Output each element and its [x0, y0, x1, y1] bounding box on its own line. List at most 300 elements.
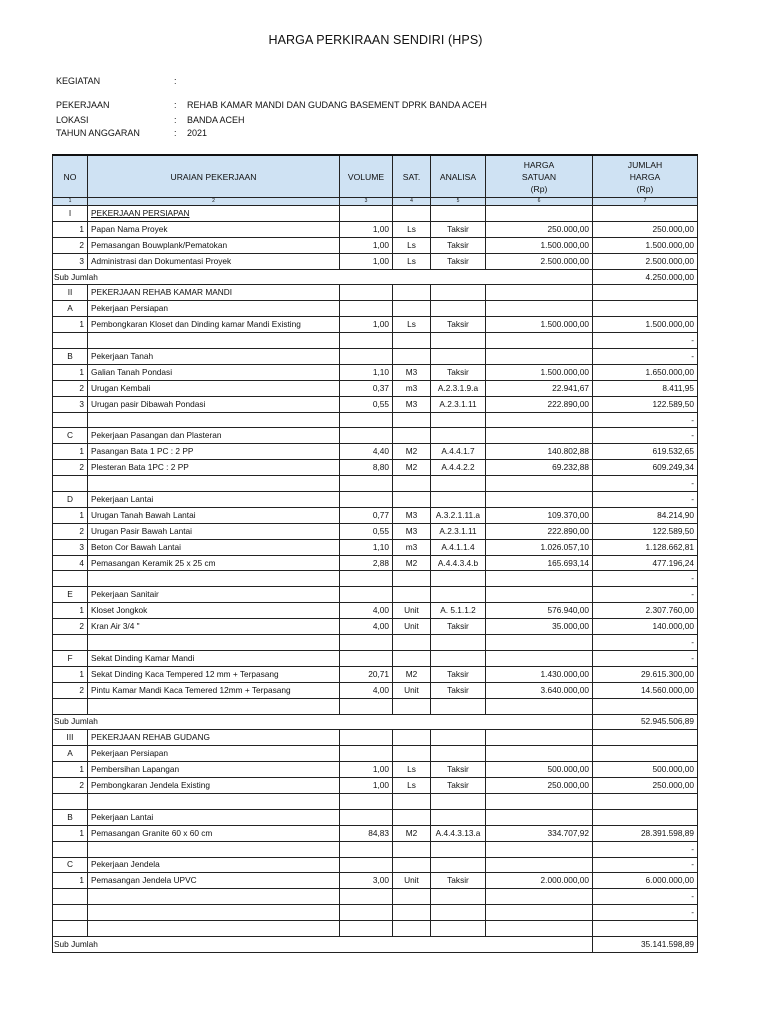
- cell-volume: [340, 349, 393, 365]
- cell-no: 1: [53, 666, 88, 682]
- header-no: NO: [53, 155, 88, 198]
- cell-uraian: Plesteran Bata 1PC : 2 PP: [88, 460, 340, 476]
- cell-jumlah-harga: -: [593, 476, 698, 492]
- cell-sat: [393, 476, 431, 492]
- cell-jumlah-harga: 6.000.000,00: [593, 873, 698, 889]
- table-row: [53, 396, 698, 412]
- cell-harga-satuan: [486, 587, 593, 603]
- cell-no: A: [53, 746, 88, 762]
- cell-jumlah-harga: -: [593, 889, 698, 905]
- cell-jumlah-harga: [593, 746, 698, 762]
- table-row: [53, 793, 698, 809]
- cell-jumlah-harga: [593, 301, 698, 317]
- header-row: [53, 155, 698, 198]
- section-row: [53, 809, 698, 825]
- cell-sat: M2: [393, 666, 431, 682]
- cell-uraian: Urugan pasir Dibawah Pondasi: [88, 396, 340, 412]
- document-title: HARGA PERKIRAAN SENDIRI (HPS): [268, 33, 483, 47]
- cell-sat: [393, 206, 431, 222]
- cell-sat: [393, 809, 431, 825]
- cell-no: B: [53, 349, 88, 365]
- cell-jumlah-harga: -: [593, 349, 698, 365]
- cell-volume: [340, 333, 393, 349]
- cell-sat: Unit: [393, 682, 431, 698]
- cell-uraian: Pintu Kamar Mandi Kaca Temered 12mm + Terpasang: [88, 682, 340, 698]
- column-number: 5: [431, 198, 486, 206]
- cell-no: 3: [53, 396, 88, 412]
- cell-analisa: [431, 746, 486, 762]
- cell-analisa: [431, 412, 486, 428]
- cell-jumlah-harga: [593, 285, 698, 301]
- table-row: [53, 889, 698, 905]
- cell-sat: m3: [393, 539, 431, 555]
- subtotal-value: 4.250.000,00: [593, 269, 698, 285]
- cell-uraian: Sekat Dinding Kamar Mandi: [88, 650, 340, 666]
- cell-uraian: Kran Air 3/4 ": [88, 619, 340, 635]
- table-row: [53, 523, 698, 539]
- table-row: [53, 921, 698, 937]
- cell-uraian: [88, 476, 340, 492]
- cell-uraian: [88, 793, 340, 809]
- cell-jumlah-harga: 1.650.000,00: [593, 364, 698, 380]
- cell-harga-satuan: 140.802,88: [486, 444, 593, 460]
- cell-jumlah-harga: [593, 809, 698, 825]
- cell-analisa: Taksir: [431, 666, 486, 682]
- subtotal-row: [53, 714, 698, 730]
- cell-analisa: [431, 921, 486, 937]
- cell-analisa: Taksir: [431, 682, 486, 698]
- cell-harga-satuan: [486, 492, 593, 508]
- cell-volume: 3,00: [340, 873, 393, 889]
- cell-volume: 4,00: [340, 603, 393, 619]
- cell-no: 2: [53, 380, 88, 396]
- header-sat: SAT.: [393, 155, 431, 198]
- cell-no: A: [53, 301, 88, 317]
- table-body: [53, 206, 698, 953]
- cell-jumlah-harga: 250.000,00: [593, 778, 698, 794]
- cell-jumlah-harga: -: [593, 587, 698, 603]
- cell-harga-satuan: [486, 905, 593, 921]
- cell-harga-satuan: [486, 285, 593, 301]
- column-number-row: [53, 198, 698, 206]
- cell-no: [53, 698, 88, 714]
- cell-uraian: Pemasangan Bouwplank/Pematokan: [88, 237, 340, 253]
- subtotal-value: 52.945.506,89: [593, 714, 698, 730]
- cell-sat: [393, 905, 431, 921]
- cell-no: 2: [53, 460, 88, 476]
- cell-sat: [393, 587, 431, 603]
- cell-jumlah-harga: 1.500.000,00: [593, 317, 698, 333]
- cell-harga-satuan: 334.707,92: [486, 825, 593, 841]
- meta-value: BANDA ACEH: [187, 115, 245, 125]
- cell-no: D: [53, 492, 88, 508]
- cell-analisa: A.2.3.1.9.a: [431, 380, 486, 396]
- cell-volume: 1,00: [340, 778, 393, 794]
- cell-uraian: Pemasangan Jendela UPVC: [88, 873, 340, 889]
- cell-sat: Ls: [393, 221, 431, 237]
- cell-jumlah-harga: [593, 730, 698, 746]
- cell-volume: 4,00: [340, 619, 393, 635]
- cell-volume: [340, 857, 393, 873]
- section-row: [53, 285, 698, 301]
- cell-no: 1: [53, 825, 88, 841]
- cell-sat: m3: [393, 380, 431, 396]
- cell-no: [53, 333, 88, 349]
- cell-analisa: [431, 301, 486, 317]
- cell-uraian: Pekerjaan Pasangan dan Plasteran: [88, 428, 340, 444]
- cell-jumlah-harga: 250.000,00: [593, 221, 698, 237]
- cell-volume: 0,55: [340, 523, 393, 539]
- cell-uraian: Pekerjaan Persiapan: [88, 746, 340, 762]
- cell-analisa: Taksir: [431, 762, 486, 778]
- cell-analisa: Taksir: [431, 253, 486, 269]
- cell-sat: [393, 698, 431, 714]
- cell-analisa: A. 5.1.1.2: [431, 603, 486, 619]
- cell-harga-satuan: [486, 793, 593, 809]
- cell-volume: [340, 841, 393, 857]
- cell-analisa: A.4.4.2.2: [431, 460, 486, 476]
- subtotal-label: Sub Jumlah: [53, 714, 593, 730]
- cell-analisa: [431, 206, 486, 222]
- cell-volume: [340, 698, 393, 714]
- cell-uraian: Kloset Jongkok: [88, 603, 340, 619]
- cell-no: [53, 841, 88, 857]
- section-row: [53, 650, 698, 666]
- subtotal-row: [53, 269, 698, 285]
- cell-sat: Ls: [393, 762, 431, 778]
- header-jumlah-harga-line: (Rp): [636, 183, 654, 194]
- cell-uraian: Pekerjaan Lantai: [88, 492, 340, 508]
- cell-uraian: Pembongkaran Kloset dan Dinding kamar Mandi Existing: [88, 317, 340, 333]
- cell-analisa: [431, 905, 486, 921]
- cell-sat: Ls: [393, 778, 431, 794]
- cell-jumlah-harga: [593, 793, 698, 809]
- subtotal-label: Sub Jumlah: [53, 936, 593, 952]
- cell-analisa: [431, 698, 486, 714]
- cell-sat: [393, 492, 431, 508]
- cell-no: 1: [53, 364, 88, 380]
- cell-uraian: [88, 921, 340, 937]
- cell-sat: [393, 841, 431, 857]
- cell-sat: [393, 730, 431, 746]
- cell-harga-satuan: [486, 476, 593, 492]
- cell-uraian: [88, 841, 340, 857]
- cell-no: 1: [53, 221, 88, 237]
- cell-volume: [340, 301, 393, 317]
- cell-harga-satuan: 500.000,00: [486, 762, 593, 778]
- header-harga-satuan: [486, 155, 593, 198]
- cell-analisa: [431, 492, 486, 508]
- table-row: [53, 476, 698, 492]
- cell-harga-satuan: 1.500.000,00: [486, 364, 593, 380]
- cell-analisa: Taksir: [431, 221, 486, 237]
- header-harga-satuan-line: (Rp): [530, 183, 548, 194]
- cell-sat: M3: [393, 396, 431, 412]
- cell-analisa: [431, 889, 486, 905]
- meta-value: REHAB KAMAR MANDI DAN GUDANG BASEMENT DPRK BANDA ACEH: [187, 100, 487, 110]
- cell-jumlah-harga: -: [593, 650, 698, 666]
- cell-uraian: PEKERJAAN PERSIAPAN: [88, 206, 340, 222]
- cell-analisa: [431, 809, 486, 825]
- table-row: [53, 412, 698, 428]
- cell-volume: [340, 650, 393, 666]
- cell-no: [53, 476, 88, 492]
- cell-jumlah-harga: 8.411,95: [593, 380, 698, 396]
- cell-harga-satuan: [486, 841, 593, 857]
- cell-uraian: [88, 905, 340, 921]
- cell-jumlah-harga: 1.500.000,00: [593, 237, 698, 253]
- header-jumlah-harga: [593, 155, 698, 198]
- meta-colon: :: [174, 76, 177, 86]
- section-row: [53, 746, 698, 762]
- cell-uraian: Pekerjaan Tanah: [88, 349, 340, 365]
- cell-volume: 2,88: [340, 555, 393, 571]
- cell-analisa: Taksir: [431, 237, 486, 253]
- cell-jumlah-harga: 477.196,24: [593, 555, 698, 571]
- cell-analisa: [431, 793, 486, 809]
- cell-analisa: A.3.2.1.11.a: [431, 507, 486, 523]
- cell-volume: 84,83: [340, 825, 393, 841]
- column-number: 3: [340, 198, 393, 206]
- cell-analisa: [431, 841, 486, 857]
- cell-sat: [393, 412, 431, 428]
- cell-analisa: A.4.1.1.4: [431, 539, 486, 555]
- cell-jumlah-harga: [593, 698, 698, 714]
- meta-colon: :: [174, 128, 177, 138]
- table-row: [53, 460, 698, 476]
- cell-jumlah-harga: 122.589,50: [593, 396, 698, 412]
- cell-harga-satuan: [486, 349, 593, 365]
- cell-jumlah-harga: [593, 921, 698, 937]
- section-row: [53, 428, 698, 444]
- table-row: [53, 825, 698, 841]
- header-jumlah-harga-line: JUMLAH: [627, 159, 663, 170]
- cell-no: B: [53, 809, 88, 825]
- cell-volume: [340, 921, 393, 937]
- cell-harga-satuan: [486, 428, 593, 444]
- cell-uraian: PEKERJAAN REHAB KAMAR MANDI: [88, 285, 340, 301]
- cell-sat: Unit: [393, 619, 431, 635]
- cell-volume: [340, 730, 393, 746]
- cell-analisa: [431, 428, 486, 444]
- cell-volume: 20,71: [340, 666, 393, 682]
- table-row: [53, 539, 698, 555]
- cell-harga-satuan: 165.693,14: [486, 555, 593, 571]
- cell-uraian: Administrasi dan Dokumentasi Proyek: [88, 253, 340, 269]
- cell-harga-satuan: [486, 889, 593, 905]
- cell-harga-satuan: 1.500.000,00: [486, 237, 593, 253]
- meta-key: KEGIATAN: [56, 76, 101, 86]
- cell-harga-satuan: 1.430.000,00: [486, 666, 593, 682]
- meta-colon: :: [174, 115, 177, 125]
- meta-key: PEKERJAAN: [56, 100, 110, 110]
- cell-sat: [393, 428, 431, 444]
- cell-uraian: Pembersihan Lapangan: [88, 762, 340, 778]
- header-jumlah-harga-line: HARGA: [629, 171, 661, 182]
- cell-uraian: [88, 412, 340, 428]
- cell-volume: [340, 587, 393, 603]
- header-volume: VOLUME: [340, 155, 393, 198]
- cell-uraian: Pemasangan Granite 60 x 60 cm: [88, 825, 340, 841]
- cell-volume: [340, 476, 393, 492]
- cell-no: 3: [53, 253, 88, 269]
- cell-volume: 4,00: [340, 682, 393, 698]
- cell-analisa: Taksir: [431, 619, 486, 635]
- header-analisa: ANALISA: [431, 155, 486, 198]
- meta-colon: :: [174, 100, 177, 110]
- cell-harga-satuan: 3.640.000,00: [486, 682, 593, 698]
- cell-harga-satuan: 222.890,00: [486, 396, 593, 412]
- table-row: [53, 619, 698, 635]
- cell-no: C: [53, 428, 88, 444]
- cell-harga-satuan: [486, 921, 593, 937]
- cell-no: [53, 905, 88, 921]
- cell-uraian: Pekerjaan Jendela: [88, 857, 340, 873]
- cell-volume: [340, 793, 393, 809]
- cell-harga-satuan: 35.000,00: [486, 619, 593, 635]
- cell-harga-satuan: [486, 746, 593, 762]
- cell-volume: [340, 412, 393, 428]
- cell-uraian: Galian Tanah Pondasi: [88, 364, 340, 380]
- cell-harga-satuan: [486, 301, 593, 317]
- meta-value: 2021: [187, 128, 208, 138]
- cell-uraian: Pemasangan Keramik 25 x 25 cm: [88, 555, 340, 571]
- cell-analisa: [431, 476, 486, 492]
- cell-analisa: Taksir: [431, 778, 486, 794]
- table-row: [53, 237, 698, 253]
- hps-table: [52, 154, 698, 953]
- cell-volume: 1,00: [340, 317, 393, 333]
- cell-sat: M3: [393, 507, 431, 523]
- cell-sat: [393, 333, 431, 349]
- cell-no: 2: [53, 237, 88, 253]
- cell-sat: M2: [393, 825, 431, 841]
- cell-uraian: [88, 571, 340, 587]
- table-row: [53, 507, 698, 523]
- column-number: 1: [53, 198, 88, 206]
- cell-jumlah-harga: 609.249,34: [593, 460, 698, 476]
- cell-jumlah-harga: [593, 206, 698, 222]
- column-number: 7: [593, 198, 698, 206]
- header-uraian: URAIAN PEKERJAAN: [88, 155, 340, 198]
- cell-volume: 1,00: [340, 253, 393, 269]
- cell-harga-satuan: [486, 412, 593, 428]
- cell-no: 3: [53, 539, 88, 555]
- cell-analisa: [431, 349, 486, 365]
- cell-analisa: Taksir: [431, 873, 486, 889]
- cell-no: 1: [53, 603, 88, 619]
- table-row: [53, 635, 698, 651]
- cell-harga-satuan: [486, 650, 593, 666]
- cell-sat: [393, 857, 431, 873]
- cell-harga-satuan: 576.940,00: [486, 603, 593, 619]
- cell-harga-satuan: 250.000,00: [486, 778, 593, 794]
- cell-volume: 1,00: [340, 237, 393, 253]
- cell-sat: [393, 889, 431, 905]
- cell-sat: [393, 301, 431, 317]
- cell-uraian: Pasangan Bata 1 PC : 2 PP: [88, 444, 340, 460]
- table-row: [53, 317, 698, 333]
- cell-no: [53, 793, 88, 809]
- cell-no: 2: [53, 619, 88, 635]
- cell-jumlah-harga: 1.128.662,81: [593, 539, 698, 555]
- cell-no: 1: [53, 762, 88, 778]
- cell-sat: M3: [393, 523, 431, 539]
- cell-jumlah-harga: 28.391.598,89: [593, 825, 698, 841]
- cell-sat: [393, 285, 431, 301]
- cell-harga-satuan: [486, 571, 593, 587]
- table-row: [53, 555, 698, 571]
- cell-sat: [393, 650, 431, 666]
- cell-no: [53, 889, 88, 905]
- cell-no: III: [53, 730, 88, 746]
- cell-no: 2: [53, 778, 88, 794]
- cell-harga-satuan: [486, 857, 593, 873]
- cell-jumlah-harga: 14.560.000,00: [593, 682, 698, 698]
- cell-jumlah-harga: -: [593, 492, 698, 508]
- table-row: [53, 380, 698, 396]
- cell-harga-satuan: [486, 809, 593, 825]
- cell-jumlah-harga: -: [593, 428, 698, 444]
- cell-analisa: [431, 285, 486, 301]
- section-row: [53, 730, 698, 746]
- cell-analisa: A.4.4.3.4.b: [431, 555, 486, 571]
- cell-analisa: [431, 730, 486, 746]
- cell-no: [53, 635, 88, 651]
- cell-no: [53, 921, 88, 937]
- cell-no: 1: [53, 317, 88, 333]
- subtotal-value: 35.141.598,89: [593, 936, 698, 952]
- cell-uraian: Pekerjaan Persiapan: [88, 301, 340, 317]
- cell-volume: [340, 571, 393, 587]
- cell-volume: [340, 492, 393, 508]
- cell-jumlah-harga: 619.532,65: [593, 444, 698, 460]
- cell-analisa: A.4.4.3.13.a: [431, 825, 486, 841]
- subtotal-label: Sub Jumlah: [53, 269, 593, 285]
- cell-volume: 1,10: [340, 539, 393, 555]
- cell-no: 1: [53, 873, 88, 889]
- cell-analisa: [431, 650, 486, 666]
- cell-no: 4: [53, 555, 88, 571]
- cell-analisa: Taksir: [431, 364, 486, 380]
- subtotal-row: [53, 936, 698, 952]
- cell-analisa: [431, 857, 486, 873]
- cell-jumlah-harga: 140.000,00: [593, 619, 698, 635]
- header-harga-satuan-line: SATUAN: [521, 171, 557, 182]
- section-row: [53, 206, 698, 222]
- table-row: [53, 698, 698, 714]
- section-row: [53, 301, 698, 317]
- section-row: [53, 587, 698, 603]
- cell-jumlah-harga: -: [593, 412, 698, 428]
- cell-volume: 0,55: [340, 396, 393, 412]
- cell-harga-satuan: [486, 206, 593, 222]
- table-row: [53, 873, 698, 889]
- cell-analisa: [431, 333, 486, 349]
- cell-uraian: [88, 333, 340, 349]
- cell-volume: [340, 428, 393, 444]
- cell-volume: [340, 889, 393, 905]
- cell-sat: [393, 349, 431, 365]
- cell-uraian: Pekerjaan Lantai: [88, 809, 340, 825]
- cell-jumlah-harga: -: [593, 857, 698, 873]
- column-number: 4: [393, 198, 431, 206]
- section-row: [53, 492, 698, 508]
- cell-sat: Ls: [393, 237, 431, 253]
- cell-volume: [340, 285, 393, 301]
- table-row: [53, 778, 698, 794]
- meta-key: TAHUN ANGGARAN: [56, 128, 140, 138]
